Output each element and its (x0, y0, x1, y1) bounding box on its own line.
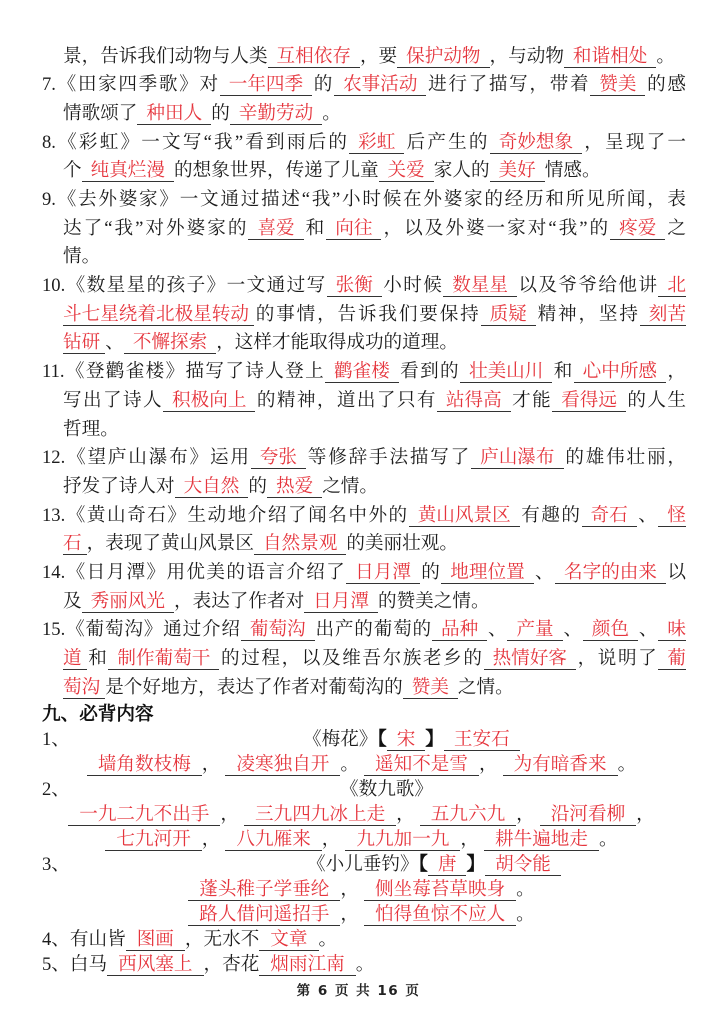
answer-blank: 奇石 (582, 505, 637, 527)
text-run: 以及爷爷给他讲 (516, 275, 659, 297)
answer-blank: 烟雨江南 (259, 955, 355, 976)
text-run: 抒发了诗人对 (63, 475, 175, 497)
question-item-7 (42, 71, 686, 128)
text-run: 《梅花》 (303, 729, 378, 751)
text-line (42, 416, 686, 445)
text-run: 和 (303, 217, 327, 239)
question-item-15 (42, 616, 686, 702)
answer-blank: 站得高 (437, 390, 511, 412)
poem-verse-line (42, 902, 686, 927)
text-line (42, 645, 686, 674)
recite-item-3 (42, 852, 686, 927)
answer-blank: 日月潭 (304, 591, 378, 613)
text-run: 《去外婆家》一文通过描述“我”小时候在外婆家的经历和所见所闻，表 (55, 189, 686, 211)
text-line (42, 301, 686, 330)
item-number: 3、 (42, 854, 70, 876)
poem-title (340, 777, 433, 802)
bracket-mark: 】 (466, 854, 486, 876)
question-number: 15. (42, 619, 66, 641)
text-run: 。 (598, 829, 618, 851)
text-run: 之 (665, 217, 686, 239)
text-run: 的精神，道出了只有 (255, 389, 437, 411)
poem-verse-line (42, 877, 686, 902)
text-run: 是个好地方，表达了作者对葡萄沟的 (105, 676, 403, 698)
text-run: 的过程，以及维吾尔族老乡的 (219, 648, 484, 670)
answer-blank: 唐 (428, 855, 467, 876)
item-number: 5、 (42, 954, 70, 976)
text-run: ， (460, 829, 479, 851)
text-line (42, 43, 686, 72)
text-run: 情歌颂了 (63, 102, 138, 124)
answer-blank: 遥知不是雪 (364, 755, 479, 776)
text-run: 的 (211, 102, 230, 124)
text-run: 《数星星的孩子》一文通过写 (65, 275, 327, 297)
text-run: ，无水不 (184, 929, 260, 951)
bracket-mark: 【 (377, 729, 387, 751)
text-run: 、 (636, 504, 659, 526)
text-run: ，表现了黄山风景区 (86, 533, 254, 555)
answer-blank: 赞美 (403, 677, 458, 699)
answer-blank: 鹳雀楼 (325, 361, 399, 383)
answer-blank: 七九河开 (105, 830, 201, 851)
recite-item-1 (42, 727, 686, 777)
text-run: ，表达了作者对 (174, 590, 305, 612)
answer-blank: 纯真烂漫 (82, 160, 174, 182)
text-run: ， (666, 361, 686, 383)
answer-blank: 耕牛遍地走 (484, 830, 599, 851)
answer-blank: 制作葡萄干 (108, 648, 219, 670)
text-run: 后产生的 (404, 131, 490, 153)
text-line (42, 129, 686, 158)
text-run: 精神，坚持 (535, 303, 640, 325)
answer-blank: 保护动物 (397, 46, 489, 68)
text-run: ，与动物 (489, 45, 564, 67)
answer-blank: 和谐相处 (564, 46, 656, 68)
text-run: ， (220, 804, 239, 826)
item-header-line (42, 852, 686, 877)
recite-item-2 (42, 777, 686, 852)
text-run: 进行了描写，带着 (426, 74, 591, 96)
answer-blank: 辛勤劳动 (230, 103, 322, 125)
question-item-14 (42, 559, 686, 616)
document-page (42, 43, 686, 978)
text-run: 的感 (645, 74, 686, 96)
answer-blank: 侧坐莓苔草映身 (364, 880, 516, 901)
text-run: 有趣的 (519, 504, 582, 526)
question-number: 8. (42, 131, 56, 153)
answer-blank: 味 (658, 619, 686, 641)
text-run: 的想象世界，传递了儿童 (174, 160, 379, 182)
answer-blank: 斗七星绕着北极星转动 (63, 304, 254, 326)
text-run: 。 (340, 754, 359, 776)
answer-blank: 喜爱 (248, 218, 303, 240)
answer-blank: 奇妙想象 (490, 132, 582, 154)
answer-blank: 路人借问遥招手 (188, 905, 340, 926)
answer-blank: 蓬头稚子学垂纶 (188, 880, 340, 901)
text-run: 个 (63, 160, 82, 182)
answer-blank: 葡萄沟 (241, 619, 315, 641)
answer-blank: 凌寒独自开 (225, 755, 340, 776)
answer-blank: 八九雁来 (225, 830, 321, 851)
answer-blank: 一九二九不出手 (68, 805, 220, 826)
text-run: 的 (248, 475, 267, 497)
text-line (42, 100, 686, 129)
answer-blank: 北 (658, 275, 686, 297)
text-run: ，杏花 (203, 954, 260, 976)
text-line (42, 243, 686, 272)
recite-item-5 (42, 952, 686, 977)
text-run: ，呈现了一 (582, 131, 686, 153)
text-line (42, 444, 686, 473)
answer-blank: 怕得鱼惊不应人 (364, 905, 516, 926)
answer-blank: 图画 (126, 930, 185, 951)
bracket-mark: 】 (425, 729, 444, 751)
text-line (42, 358, 686, 387)
answer-blank: 胡令能 (485, 855, 561, 876)
text-run: ， (636, 804, 655, 826)
answer-blank: 石 (63, 533, 87, 555)
text-run: 的人生 (625, 389, 686, 411)
answer-blank: 颜色 (583, 619, 638, 641)
text-run: 、 (562, 619, 583, 641)
text-run: ，这样才能取得成功的道理。 (216, 332, 458, 354)
answer-blank: 数星星 (443, 275, 517, 297)
text-run: 《田家四季歌》对 (55, 74, 220, 96)
answer-blank: 张衡 (327, 275, 382, 297)
item-number: 1、 (42, 729, 70, 751)
answer-blank: 种田人 (137, 103, 211, 125)
answer-blank: 九九加一九 (345, 830, 460, 851)
answer-blank: 互相依存 (268, 46, 360, 68)
text-run: 以 (666, 561, 686, 583)
text-run: 和 (552, 361, 574, 383)
poem-verse-line (42, 802, 686, 827)
text-run: 《望庐山瀑布》运用 (65, 447, 251, 469)
text-run: ， (321, 829, 341, 851)
text-run: ， (340, 904, 359, 926)
answer-blank: 心中所感 (574, 361, 666, 383)
answer-blank: 彩虹 (349, 132, 404, 154)
item-number: 4、 (42, 929, 70, 951)
text-run: 《数九歌》 (340, 779, 433, 801)
question-item-11 (42, 358, 686, 444)
text-run: 和 (86, 648, 109, 670)
answer-blank: 壮美山川 (460, 361, 552, 383)
answer-blank: 赞美 (590, 74, 645, 96)
question-item-12 (42, 444, 686, 501)
text-run: 、 (638, 619, 659, 641)
answer-blank: 庐山瀑布 (471, 447, 563, 469)
answer-blank: 夸张 (251, 447, 306, 469)
text-line (42, 71, 686, 100)
answer-blank: 农事活动 (334, 74, 426, 96)
answer-blank: 不懈探索 (124, 332, 216, 354)
text-run: 的 (419, 561, 442, 583)
poem-verse-line (42, 827, 686, 852)
text-run: 《黄山奇石》生动地介绍了闻名中外的 (65, 504, 409, 526)
answer-blank: 积极向上 (163, 390, 255, 412)
question-number: 9. (42, 189, 56, 211)
answer-blank: 大自然 (175, 476, 249, 498)
question-item-9 (42, 186, 686, 272)
text-run: ， (340, 879, 359, 901)
answer-blank: 怪 (658, 505, 686, 527)
answer-blank: 热爱 (267, 476, 322, 498)
text-run: 白马 (69, 954, 108, 976)
answer-blank: 五九六九 (420, 805, 516, 826)
answer-blank: 钻研 (63, 332, 105, 354)
answer-blank: 刻苦 (640, 304, 686, 326)
recite-list (42, 727, 686, 977)
answer-blank: 产量 (507, 619, 562, 641)
recite-item-4 (42, 927, 686, 952)
poem-verse-line (42, 752, 686, 777)
text-run: 《葡萄沟》通过介绍 (65, 619, 241, 641)
text-run: 之情。 (322, 475, 378, 497)
answer-blank: 质疑 (481, 304, 536, 326)
text-run: 景，告诉我们动物与人类 (63, 45, 268, 67)
answer-blank: 萄沟 (63, 677, 105, 699)
text-run: 达了“我”对外婆家的 (63, 217, 249, 239)
answer-blank: 地理位置 (441, 562, 533, 584)
answer-blank: 沿河看柳 (540, 805, 636, 826)
text-run: ， (201, 754, 221, 776)
text-run: 写出了诗人 (63, 389, 164, 411)
question-item-8 (42, 129, 686, 186)
answer-blank: 疼爱 (610, 218, 665, 240)
answer-blank: 为有暗香来 (503, 755, 618, 776)
text-run: 。 (617, 754, 637, 776)
answer-blank: 三九四九冰上走 (244, 805, 396, 826)
text-line (42, 530, 686, 559)
text-line (42, 616, 686, 645)
text-run: 哲理。 (63, 418, 119, 440)
answer-blank: 一年四季 (220, 74, 312, 96)
text-line (42, 329, 686, 358)
item-header-line (42, 927, 686, 952)
answer-blank: 向往 (326, 218, 381, 240)
item-number: 2、 (42, 779, 70, 801)
text-run: 家人的 (433, 160, 490, 182)
text-run: 《小儿垂钓》 (307, 854, 419, 876)
answer-blank: 葡 (658, 648, 686, 670)
question-number: 11. (42, 361, 65, 383)
question-number: 10. (42, 275, 66, 297)
text-line (42, 502, 686, 531)
question-item-10 (42, 272, 686, 358)
page-indicator: 第 6 页 共 16 页 (296, 983, 421, 999)
text-run: 《日月潭》用优美的语言介绍了 (65, 561, 347, 583)
poem-title (307, 852, 561, 877)
answer-blank: 秀丽风光 (82, 591, 174, 613)
text-run: ， (396, 804, 415, 826)
item-header-line (42, 727, 686, 752)
text-line (42, 272, 686, 301)
text-run: ，说明了 (575, 648, 659, 670)
text-run: 《登鹳雀楼》描写了诗人登上 (64, 361, 326, 383)
question-number: 13. (42, 504, 66, 526)
text-run: 。 (322, 102, 341, 124)
answer-blank: 宋 (387, 730, 426, 751)
text-run: 有山皆 (69, 929, 126, 951)
text-run: 情。 (63, 246, 101, 268)
text-run: ， (478, 754, 498, 776)
answer-blank: 西风塞上 (107, 955, 203, 976)
text-run: 《彩虹》一文写“我”看到雨后的 (55, 131, 350, 153)
bracket-mark: 【 (418, 854, 428, 876)
text-run: 的赞美之情。 (377, 590, 490, 612)
text-run: 。 (516, 904, 535, 926)
answer-blank: 日月潭 (346, 562, 420, 584)
text-run: 的事情，告诉我们要保持 (253, 303, 481, 325)
text-run: 的雄伟壮丽， (563, 447, 686, 469)
text-run: 。 (355, 954, 375, 976)
text-run: 情感。 (544, 160, 601, 182)
text-line (42, 157, 686, 186)
answer-blank: 自然景观 (254, 533, 346, 555)
text-run: ， (516, 804, 535, 826)
text-run: 、 (105, 332, 124, 354)
answer-blank: 王安石 (444, 730, 520, 751)
text-run: 看到的 (398, 361, 460, 383)
text-run: 。 (318, 929, 338, 951)
item-header-line (42, 777, 686, 802)
text-run: 出产的葡萄的 (314, 619, 432, 641)
text-run: 的 (312, 74, 335, 96)
text-line (42, 674, 686, 703)
answer-blank: 品种 (432, 619, 487, 641)
text-line (42, 387, 686, 416)
question-number: 7. (42, 74, 56, 96)
text-run: 之情。 (457, 676, 514, 698)
answer-blank: 黄山风景区 (409, 505, 520, 527)
answer-blank: 文章 (259, 930, 318, 951)
text-line (42, 186, 686, 215)
section-heading: 九、必背内容 (42, 704, 154, 726)
text-line (42, 588, 686, 617)
item-header-line (42, 952, 686, 977)
text-run: ，要 (359, 45, 398, 67)
text-run: 。 (656, 45, 675, 67)
text-run: 的美丽壮观。 (346, 533, 458, 555)
answer-blank: 关爱 (379, 160, 434, 182)
text-run: 、 (533, 561, 556, 583)
text-run: 才能 (510, 389, 553, 411)
text-run: 。 (516, 879, 535, 901)
answer-blank: 名字的由来 (555, 562, 666, 584)
text-line (42, 473, 686, 502)
question-item-13 (42, 502, 686, 559)
text-run: 小时候 (381, 275, 444, 297)
poem-title (303, 727, 520, 752)
text-run: 、 (487, 619, 508, 641)
question-number: 12. (42, 447, 66, 469)
answer-blank: 美好 (490, 160, 545, 182)
text-run: ， (201, 829, 221, 851)
answer-blank: 墙角数枝梅 (87, 755, 202, 776)
answer-blank: 热情好客 (484, 648, 576, 670)
answer-blank: 看得远 (552, 390, 626, 412)
text-line (42, 215, 686, 244)
question-item-6-continued (42, 43, 686, 72)
text-run: 及 (63, 590, 82, 612)
text-run: ，以及外婆一家对“我”的 (381, 217, 611, 239)
answer-blank: 道 (63, 648, 87, 670)
text-line (42, 559, 686, 588)
text-run: 等修辞手法描写了 (305, 447, 472, 469)
fill-in-list (42, 43, 686, 703)
question-number: 14. (42, 561, 66, 583)
